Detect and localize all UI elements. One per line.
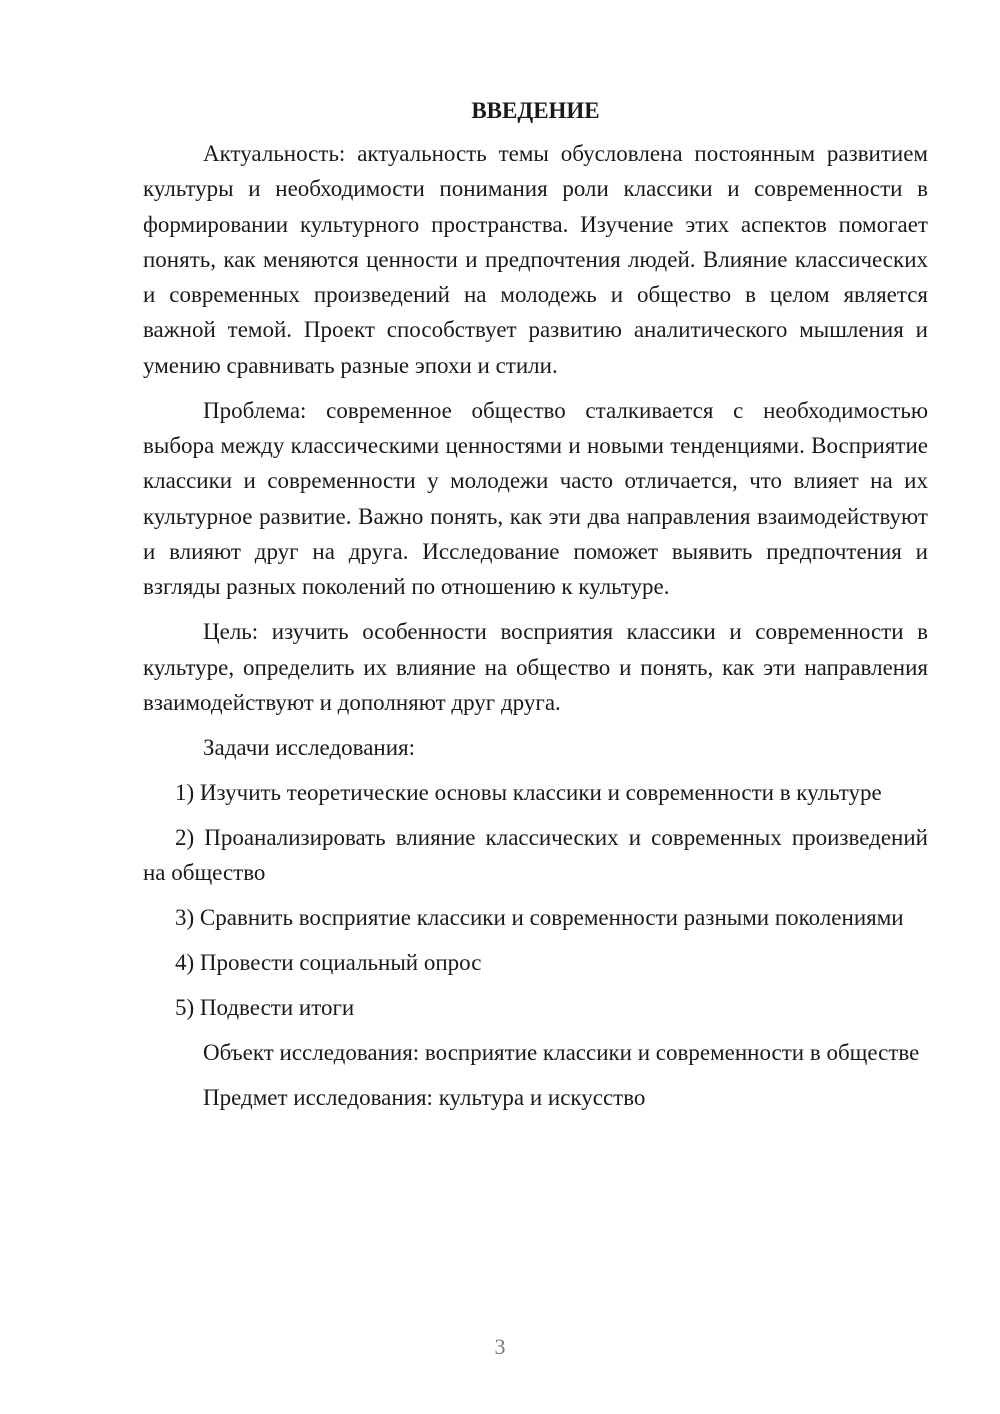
task-item: 2) Проанализировать влияние классических и современных произведений на общество bbox=[143, 824, 928, 886]
object-paragraph: Объект исследования: восприятие классики и современности в обществе bbox=[203, 1040, 920, 1066]
goal-paragraph: Цель: изучить особенности восприятия классики и современности в культуре, определить их влияние на общество и понять, как эти направления взаимодействуют и дополняют друг друга. bbox=[143, 619, 928, 715]
page-number: 3 bbox=[494, 1334, 506, 1359]
document-page bbox=[143, 96, 928, 1125]
task-item: 4) Провести социальный опрос bbox=[175, 950, 482, 976]
task-item: 3) Сравнить восприятие классики и современности разными поколениями bbox=[175, 905, 904, 931]
subject-paragraph: Предмет исследования: культура и искусство bbox=[203, 1085, 646, 1110]
problem-paragraph: Проблема: современное общество сталкивается с необходимостью выбора между классическими ценностями и новыми тенденциями. Восприятие классики и современности у молодежи часто отличается, что влияет на их культурное развитие. Важно понять, как эти два направления взаимодействуют и влияют друг на друга. Исследование поможет выявить предпочтения и взгляды разных поколений по отношению к культуре. bbox=[143, 397, 928, 600]
page-title: ВВЕДЕНИЕ bbox=[471, 98, 600, 123]
relevance-paragraph: Актуальность: актуальность темы обусловлена постоянным развитием культуры и необходимости понимания роли классики и современности в формировании культурного пространства. Изучение этих аспектов помогает понять, как меняются ценности и предпочтения людей. Влияние классических и современных произведений на молодежь и общество в целом является важной темой. Проект способствует развитию аналитического мышления и умению сравнивать разные эпохи и стили. bbox=[143, 141, 928, 378]
tasks-heading: Задачи исследования: bbox=[203, 734, 416, 760]
task-item: 5) Подвести итоги bbox=[175, 995, 355, 1021]
task-item: 1) Изучить теоретические основы классики и современности в культуре bbox=[175, 779, 882, 805]
